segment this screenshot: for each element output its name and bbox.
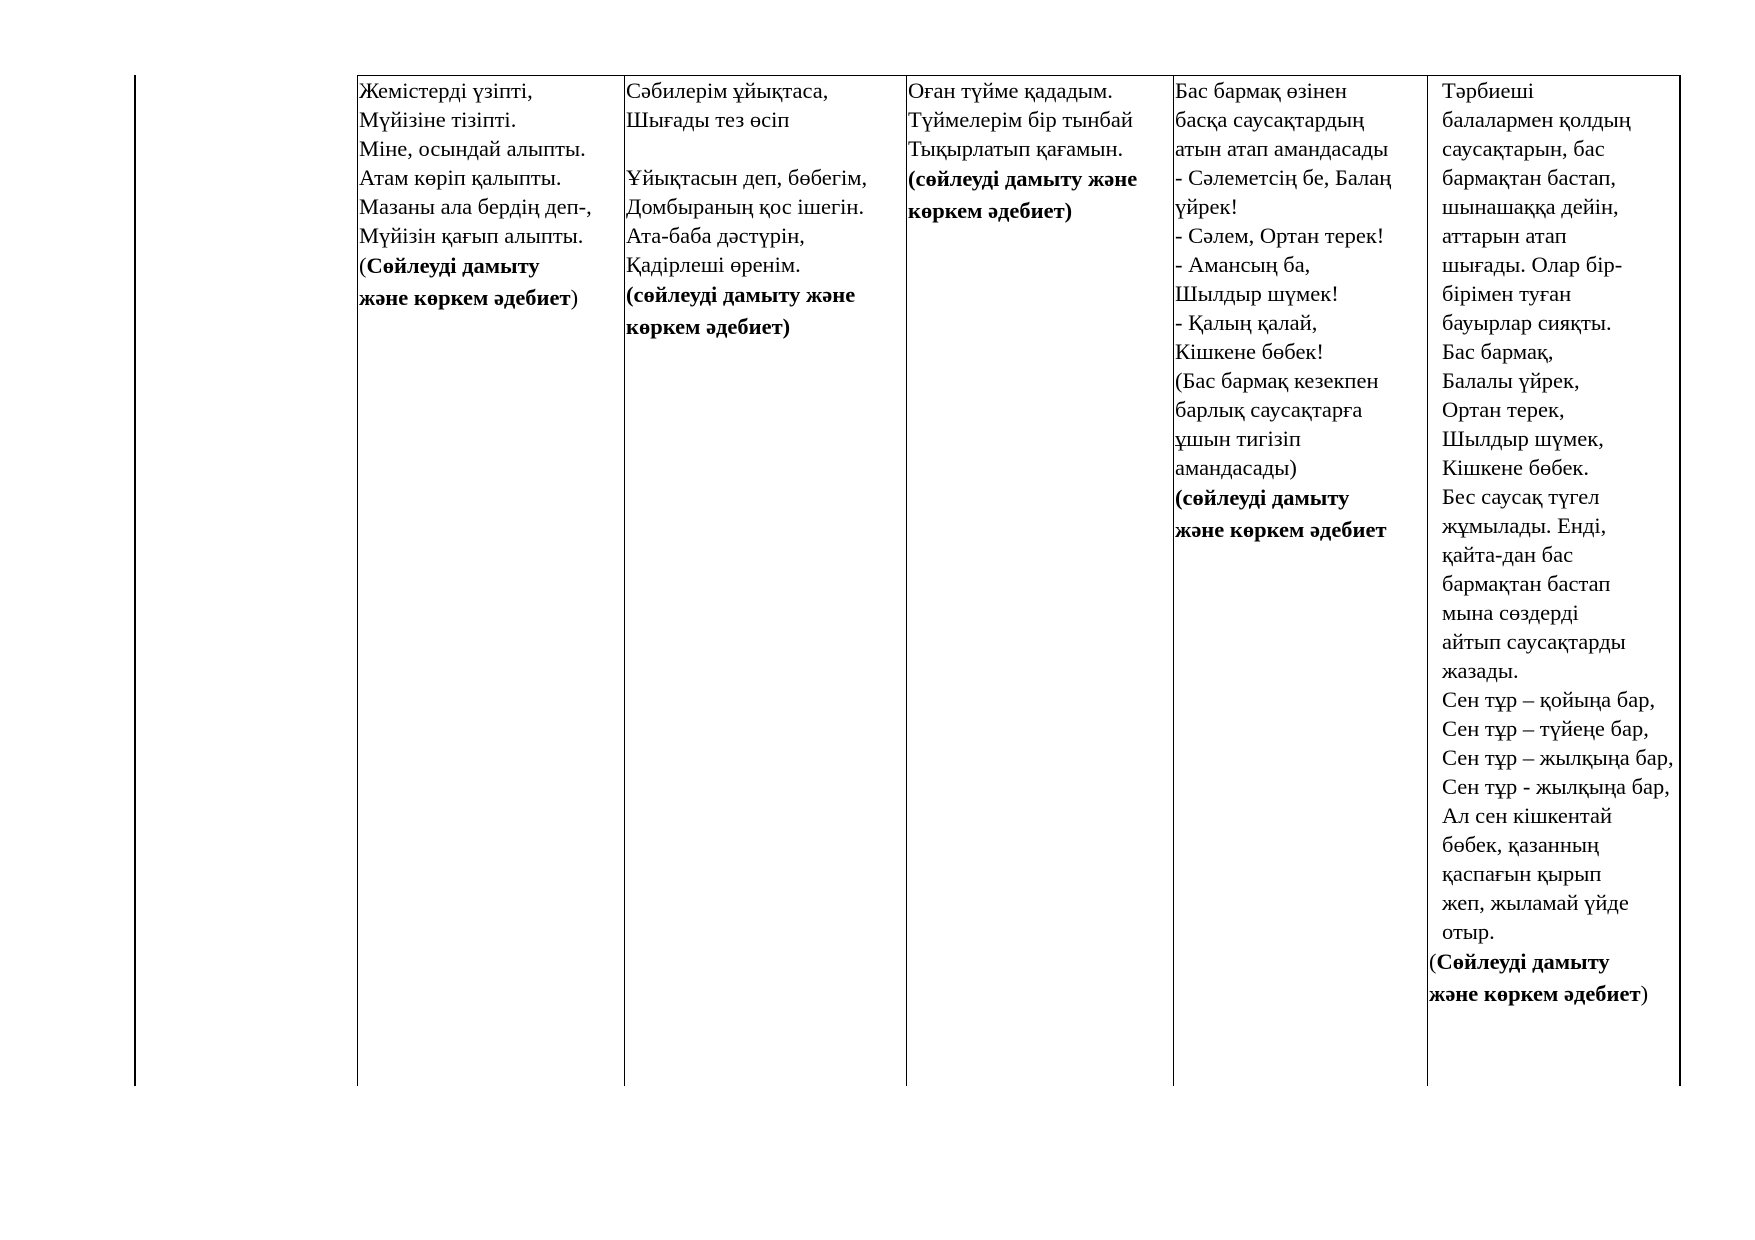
table-border-left-outer — [134, 75, 136, 1086]
cell-line: аттарын атап — [1442, 223, 1567, 248]
subject-note-line: көркем әдебиет) — [908, 198, 1073, 223]
subject-note-line: (Сөйлеуді дамыту — [1429, 949, 1610, 974]
cell-line: Бес саусақ түгел — [1442, 484, 1600, 509]
cell-line: бармақтан бастап — [1442, 571, 1611, 596]
cell-line: балалармен қолдың — [1442, 107, 1631, 132]
cell-line: Ұйықтасын деп, бөбегім, — [626, 165, 868, 190]
subject-note-line: (сөйлеуді дамыту және — [908, 166, 1138, 191]
subject-note-line: (сөйлеуді дамыту және — [626, 282, 856, 307]
cell-line: отыр. — [1442, 919, 1495, 944]
table-cell-col4 — [1175, 76, 1427, 546]
cell-line: барлық саусақтарға — [1175, 397, 1363, 422]
table-border-col1 — [357, 75, 358, 1086]
table-border-col4 — [1173, 75, 1174, 1086]
table-cell-col5 — [1429, 76, 1679, 1010]
cell-line: Сен тұр - жылқыңа бар, — [1442, 774, 1670, 799]
cell-line: үйрек! — [1175, 194, 1238, 219]
cell-line: айтып саусақтарды — [1442, 629, 1626, 654]
cell-line: бауырлар сияқты. — [1442, 310, 1612, 335]
cell-line: Атам көріп қалыпты. — [359, 165, 562, 190]
cell-line: жазады. — [1442, 658, 1519, 683]
cell-line: басқа саусақтардың — [1175, 107, 1365, 132]
cell-line: Кішкене бөбек. — [1442, 455, 1589, 480]
cell-line: (Бас бармақ кезекпен — [1175, 368, 1379, 393]
cell-line: Мазаны ала бердің деп-, — [359, 194, 592, 219]
cell-line: - Қалың қалай, — [1175, 310, 1318, 335]
cell-line: Сен тұр – қойыңа бар, — [1442, 687, 1656, 712]
subject-note-line: (сөйлеуді дамыту — [1175, 485, 1350, 510]
cell-line: Бас бармақ өзінен — [1175, 78, 1347, 103]
table-cell-col1 — [359, 76, 625, 314]
cell-line: амандасады) — [1175, 455, 1297, 480]
cell-line: шынашаққа дейін, — [1442, 194, 1619, 219]
cell-line: Сен тұр – жылқыңа бар, — [1442, 745, 1674, 770]
cell-line: - Сәлем, Ортан терек! — [1175, 223, 1385, 248]
cell-line: Түймелерім бір тынбай — [908, 107, 1133, 132]
cell-line: Тықырлатып қағамын. — [908, 136, 1124, 161]
cell-line: - Сәлеметсің бе, Балаң — [1175, 165, 1392, 190]
cell-line: қайта-дан бас — [1442, 542, 1574, 567]
table-cell-col3 — [908, 76, 1173, 227]
cell-line: бөбек, қазанның — [1442, 832, 1600, 857]
table-cell-col2 — [626, 76, 906, 343]
cell-line: мына сөздерді — [1442, 600, 1579, 625]
cell-line — [626, 134, 906, 163]
cell-line: жеп, жыламай үйде — [1442, 890, 1629, 915]
cell-line: Ата-баба дәстүрін, — [626, 223, 805, 248]
cell-line: Сәбилерім ұйықтаса, — [626, 78, 829, 103]
table-border-col3 — [906, 75, 907, 1086]
cell-line: Міне, осындай алыпты. — [359, 136, 586, 161]
cell-line: Шылдыр шүмек, — [1442, 426, 1604, 451]
cell-line: қаспағын қырып — [1442, 861, 1602, 886]
cell-line: ұшын тигізіп — [1175, 426, 1301, 451]
cell-line: бармақтан бастап, — [1442, 165, 1616, 190]
cell-line: Бас бармақ, — [1442, 339, 1554, 364]
cell-line: Кішкене бөбек! — [1175, 339, 1324, 364]
cell-line: Ал сен кішкентай — [1442, 803, 1613, 828]
subject-note-line: (Сөйлеуді дамыту — [359, 253, 540, 278]
cell-line: Мүйізіне тізіпті. — [359, 107, 517, 132]
cell-line: жұмылады. Енді, — [1442, 513, 1607, 538]
table-border-col5 — [1427, 75, 1428, 1086]
cell-line: Тәрбиеші — [1442, 78, 1535, 103]
cell-line: Қадірлеші өренім. — [626, 252, 801, 277]
cell-line: Домбыраның қос ішегін. — [626, 194, 865, 219]
cell-line: Жемістерді үзіпті, — [359, 78, 533, 103]
subject-note-line: және көркем әдебиет — [1175, 517, 1387, 542]
cell-line: Мүйізін қағып алыпты. — [359, 223, 584, 248]
subject-note-line: және көркем әдебиет) — [359, 285, 579, 310]
cell-line: - Амансың ба, — [1175, 252, 1311, 277]
cell-line: атын атап амандасады — [1175, 136, 1389, 161]
cell-line: Шығады тез өсіп — [626, 107, 790, 132]
cell-line: Сен тұр – түйеңе бар, — [1442, 716, 1649, 741]
cell-line: Оған түйме қададым. — [908, 78, 1113, 103]
subject-note-line: және көркем әдебиет) — [1429, 981, 1649, 1006]
cell-line: саусақтарын, бас — [1442, 136, 1605, 161]
cell-line: Шылдыр шүмек! — [1175, 281, 1339, 306]
cell-line: бірімен туған — [1442, 281, 1572, 306]
cell-line: Ортан терек, — [1442, 397, 1565, 422]
subject-note-line: көркем әдебиет) — [626, 314, 791, 339]
table-border-right — [1679, 75, 1681, 1086]
cell-line: шығады. Олар бір- — [1442, 252, 1623, 277]
cell-line: Балалы үйрек, — [1442, 368, 1580, 393]
